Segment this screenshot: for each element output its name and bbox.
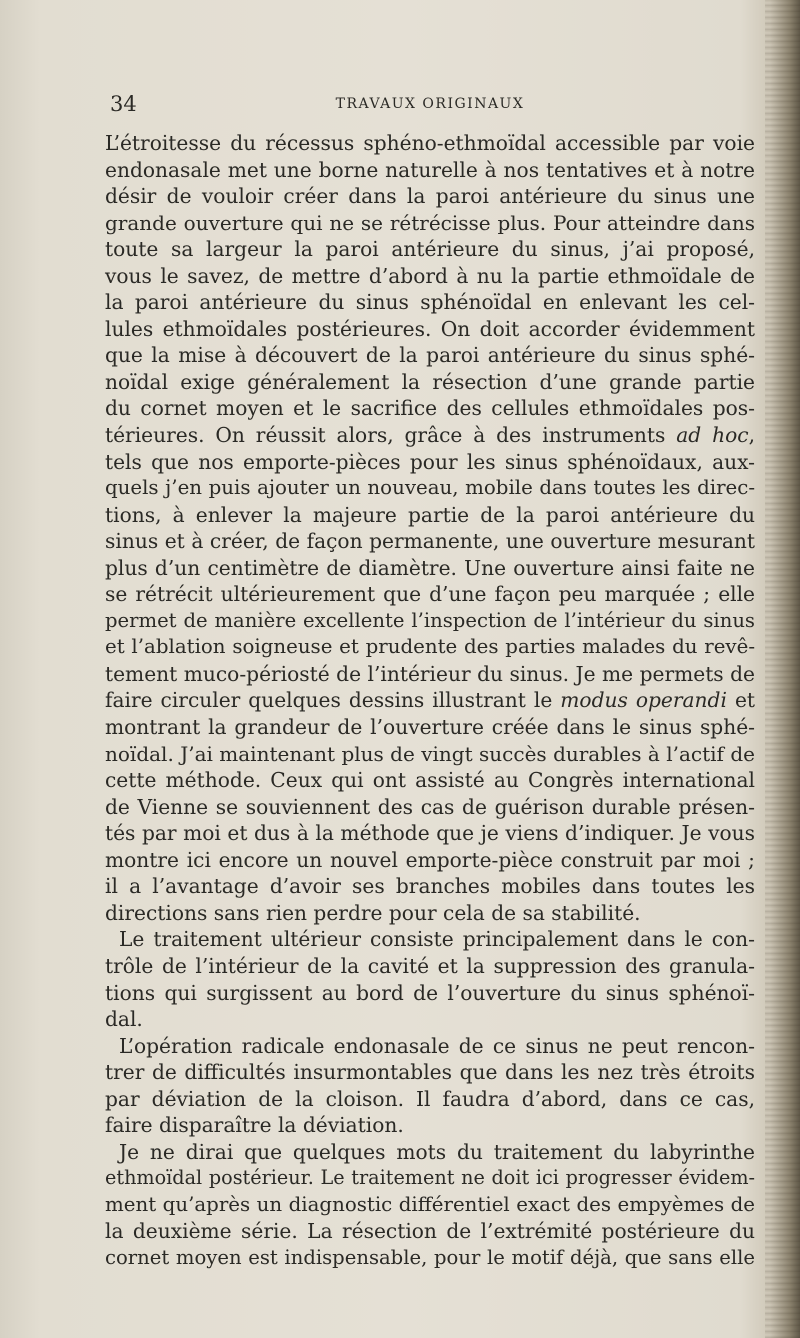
text-line (105, 634, 755, 661)
text-line (105, 980, 755, 1007)
text-line (105, 741, 755, 768)
body-text (105, 130, 755, 1272)
text-line (105, 263, 755, 290)
text-line-content: tés par moi et dus à la méthode que je viens d’indiquer. Je vous (105, 821, 755, 846)
text-line (105, 926, 755, 953)
text-line-content: lules ethmoïdales postérieures. On doit accorder évidemment (105, 316, 755, 341)
text-line-content: dal. (105, 1007, 143, 1032)
text-line-content: vous le savez, de mettre d’abord à nu la partie ethmoïdale de (105, 263, 755, 288)
text-line (105, 953, 755, 980)
italic-phrase: ad hoc (676, 423, 749, 448)
text-line (105, 449, 755, 476)
text-line-content: montrant la grandeur de l’ouverture créée dans le sinus sphé- (105, 715, 755, 740)
text-line (105, 847, 755, 874)
text-line-content: et l’ablation soigneuse et prudente des parties malades du revê- (105, 635, 755, 659)
italic-phrase: modus operandi (560, 688, 727, 713)
text-line (105, 210, 755, 237)
text-line (105, 236, 755, 263)
text-line-content: directions sans rien perdre pour cela de sa stabilité. (105, 900, 641, 925)
text-line (105, 794, 755, 821)
text-line-content: Le traitement ultérieur consiste principalement dans le con- (119, 927, 755, 952)
text-line-content: du cornet moyen et le sacrifice des cellules ethmoïdales pos- (105, 396, 755, 421)
text-line (105, 687, 755, 714)
text-line-content: tement muco-périosté de l’intérieur du sinus. Je me permets de (105, 661, 755, 686)
text-line (105, 289, 755, 316)
text-line (105, 130, 755, 157)
text-line-content: ment qu’après un diagnostic différentiel exact des empyèmes de (105, 1192, 755, 1216)
text-line-content: toute sa largeur la paroi antérieure du sinus, j’ai proposé, (105, 237, 755, 262)
text-line-content: trôle de l’intérieur de la cavité et la suppression des granula- (105, 953, 755, 978)
text-line-content: endonasale met une borne naturelle à nos tentatives et à notre (105, 157, 755, 182)
text-line-content: cette méthode. Ceux qui ont assisté au Congrès international (105, 768, 755, 793)
text-line (105, 395, 755, 422)
text-line-content: la deuxième série. La résection de l’extrémité postérieure du (105, 1219, 755, 1244)
text-line-content: quels j’en puis ajouter un nouveau, mobile dans toutes les direc- (105, 476, 755, 500)
text-line (105, 873, 755, 900)
text-line (105, 422, 755, 449)
text-line-content: tions, à enlever la majeure partie de la paroi antérieure du (105, 502, 755, 527)
text-line (105, 581, 755, 608)
text-line (105, 767, 755, 794)
text-line (105, 1139, 755, 1166)
text-line-content: noïdal exige généralement la résection d’une grande partie (105, 369, 755, 394)
text-line (105, 1218, 755, 1245)
text-line (105, 714, 755, 741)
text-line (105, 1086, 755, 1113)
text-line (105, 1033, 755, 1060)
page-number: 34 (110, 92, 137, 116)
text-line-content: ethmoïdal postérieur. Le traitement ne doit ici progresser évidem- (105, 1166, 755, 1190)
text-line-content: L’opération radicale endonasale de ce sinus ne peut rencon- (119, 1033, 755, 1058)
text-line (105, 900, 755, 927)
text-line-content: cornet moyen est indispensable, pour le motif déjà, que sans elle (105, 1245, 755, 1269)
text-line (105, 157, 755, 184)
text-line-content: tels que nos emporte-pièces pour les sinus sphénoïdaux, aux- (105, 449, 755, 474)
text-line-content: par déviation de la cloison. Il faudra d’abord, dans ce cas, (105, 1086, 755, 1111)
text-line-content: Je ne dirai que quelques mots du traitement du labyrinthe (119, 1139, 755, 1164)
text-line (105, 369, 755, 396)
text-line-content: montre ici encore un nouvel emporte-pièce construit par moi ; (105, 847, 755, 872)
text-line-content: noïdal. J’ai maintenant plus de vingt succès durables à l’actif de (105, 741, 755, 766)
text-line (105, 1006, 755, 1033)
text-line (105, 1245, 755, 1272)
text-line-content: sinus et à créer, de façon permanente, une ouverture mesurant (105, 529, 755, 554)
text-line (105, 183, 755, 210)
text-line (105, 820, 755, 847)
text-line-content: L’étroitesse du récessus sphéno-ethmoïdal accessible par voie (105, 131, 755, 155)
text-line-tail: , (748, 423, 755, 448)
text-line-content: la paroi antérieure du sinus sphénoïdal en enlevant les cel- (105, 290, 755, 315)
text-line (105, 1112, 755, 1139)
text-line (105, 608, 755, 635)
running-title: TRAVAUX ORIGINAUX (335, 96, 525, 112)
text-line (105, 1059, 755, 1086)
text-line-content: de Vienne se souviennent des cas de guérison durable présen- (105, 794, 755, 819)
text-line-content: que la mise à découvert de la paroi antérieure du sinus sphé- (105, 343, 755, 368)
text-line-content: faire disparaître la déviation. (105, 1113, 404, 1138)
text-line-content: térieures. On réussit alors, grâce à des instruments (105, 423, 677, 448)
text-line-content: trer de difficultés insurmontables que dans les nez très étroits (105, 1060, 755, 1085)
text-line (105, 528, 755, 555)
text-line (105, 316, 755, 343)
text-line-content: faire circuler quelques dessins illustrant le (105, 688, 561, 713)
text-line-content: permet de manière excellente l’inspection de l’intérieur du sinus (105, 608, 755, 632)
text-line (105, 475, 755, 502)
text-line-content: il a l’avantage d’avoir ses branches mobiles dans toutes les (105, 874, 755, 899)
text-line-content: se rétrécit ultérieurement que d’une façon peu marquée ; elle (105, 582, 755, 607)
text-line-content: désir de vouloir créer dans la paroi antérieure du sinus une (105, 184, 755, 209)
page-edge-shadow (765, 0, 800, 1338)
text-line (105, 555, 755, 582)
text-line (105, 661, 755, 688)
text-line (105, 502, 755, 529)
text-line-content: plus d’un centimètre de diamètre. Une ouverture ainsi faite ne (105, 555, 755, 580)
text-line-tail: et (726, 688, 755, 713)
text-line (105, 1192, 755, 1219)
page-header (110, 92, 750, 122)
text-line-content: grande ouverture qui ne se rétrécisse plus. Pour atteindre dans (105, 210, 755, 235)
text-line (105, 1165, 755, 1192)
text-line-content: tions qui surgissent au bord de l’ouverture du sinus sphénoï- (105, 980, 755, 1005)
text-line (105, 342, 755, 369)
